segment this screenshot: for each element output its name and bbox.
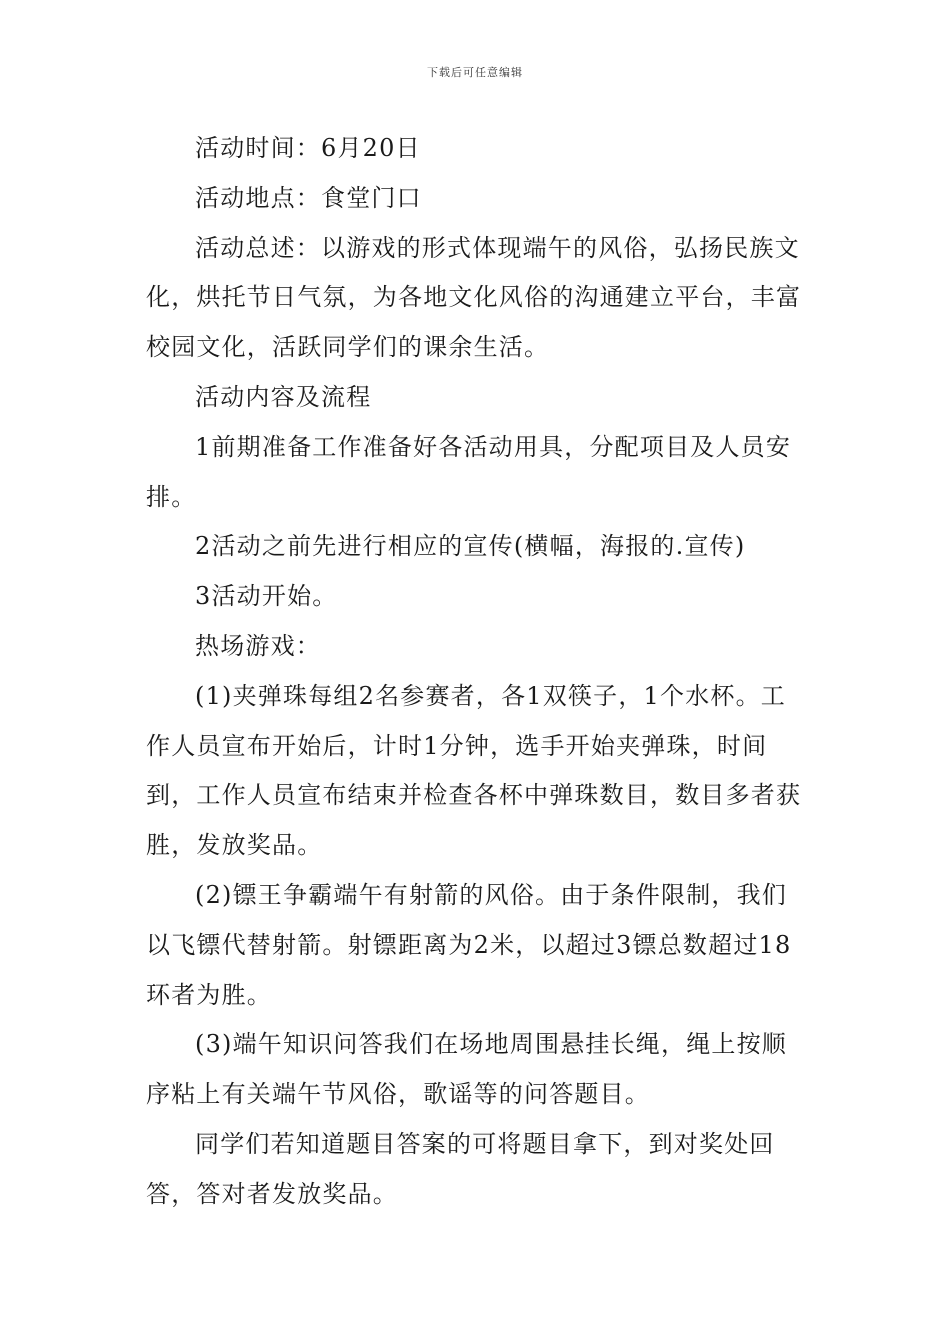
document-body <box>146 124 810 1220</box>
paragraph-activity-location: 活动地点：食堂门口 <box>195 183 422 212</box>
paragraph-warmup-heading: 热场游戏： <box>195 631 321 660</box>
paragraph-answer-rules: 同学们若知道题目答案的可将题目拿下，到对奖处回答，答对者发放奖品。 <box>146 1129 775 1208</box>
paragraph-game-2: (2)镖王争霸端午有射箭的风俗。由于条件限制，我们以飞镖代替射箭。射镖距离为2米，以超过3镖总数超过18环者为胜。 <box>146 880 792 1009</box>
paragraph-activity-time: 活动时间：6月20日 <box>195 134 421 162</box>
paragraph-content-heading: 活动内容及流程 <box>195 382 372 411</box>
paragraph-step-3: 3活动开始。 <box>195 582 338 611</box>
paragraph-game-3: (3)端午知识问答我们在场地周围悬挂长绳，绳上按顺序粘上有关端午节风俗，歌谣等的问答题目。 <box>146 1030 787 1109</box>
paragraph-game-1: (1)夹弹珠每组2名参赛者，各1双筷子，1个水杯。工作人员宣布开始后，计时1分钟，选手开始夹弹珠，时间到，工作人员宣布结束并检查各杯中弹珠数目，数目多者获胜，发放奖品。 <box>146 681 802 860</box>
paragraph-step-2: 2活动之前先进行相应的宣传(横幅，海报的.宣传) <box>195 532 746 561</box>
paragraph-activity-overview: 活动总述：以游戏的形式体现端午的风俗，弘扬民族文化，烘托节日气氛，为各地文化风俗的沟通建立平台，丰富校园文化，活跃同学们的课余生活。 <box>146 233 802 362</box>
paragraph-step-1: 1前期准备工作准备好各活动用具，分配项目及人员安排。 <box>146 432 792 511</box>
page-header: 下载后可任意编辑 <box>427 66 523 79</box>
